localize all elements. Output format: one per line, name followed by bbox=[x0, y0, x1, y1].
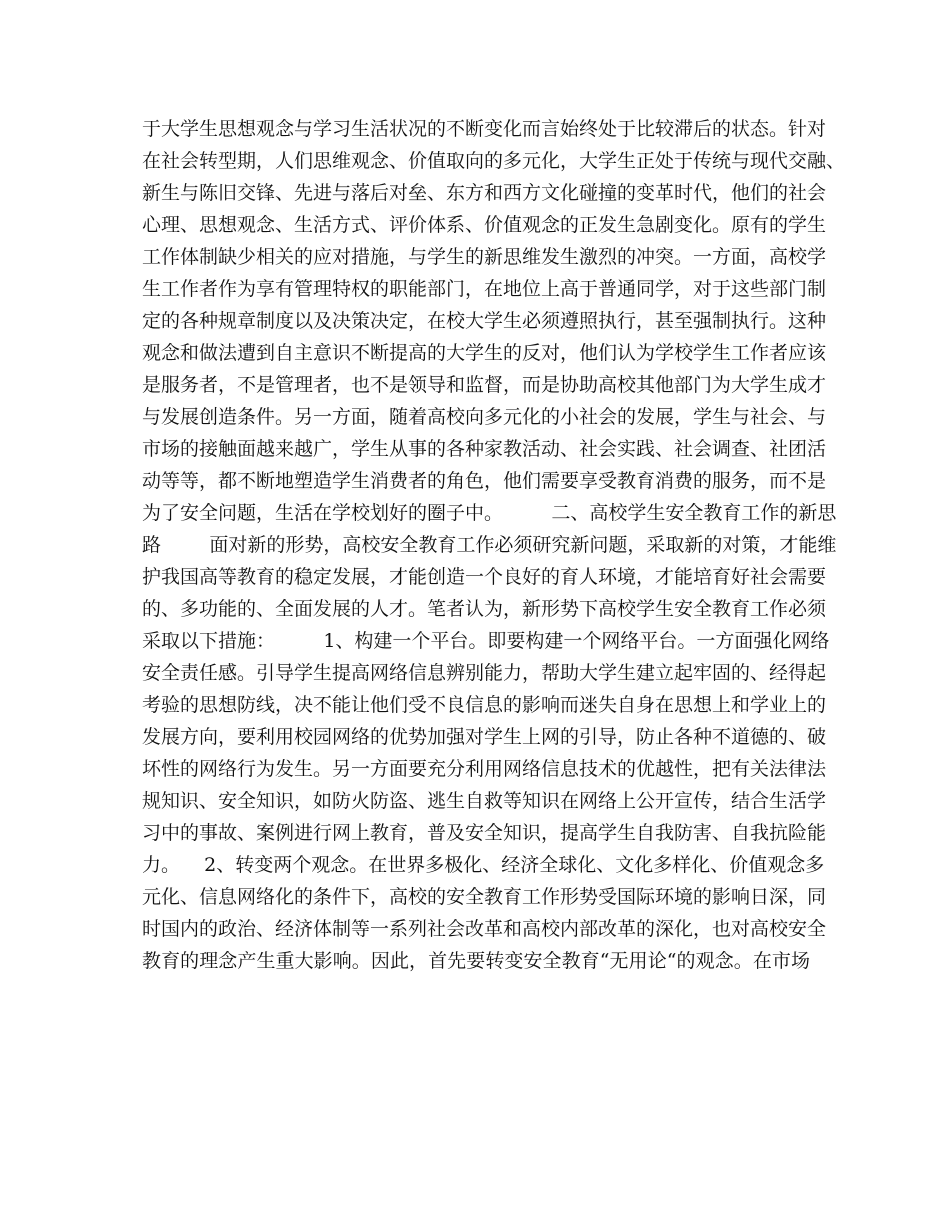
text-line: 坏性的网络行为发生。另一方面要充分利用网络信息技术的优越性，把有关法律法 bbox=[142, 758, 827, 780]
text-line: 的、多功能的、全面发展的人才。笔者认为，新形势下高校学生安全教育工作必须 bbox=[142, 598, 827, 620]
text-line: 生工作者作为享有管理特权的职能部门，在地位上高于普通同学，对于这些部门制 bbox=[142, 278, 827, 300]
text-line: 与发展创造条件。另一方面，随着高校向多元化的小社会的发展，学生与社会、与 bbox=[142, 406, 827, 428]
text-line: 路 面对新的形势，高校安全教育工作必须研究新问题，采取新的对策，才能维 bbox=[142, 534, 837, 556]
text-line: 在社会转型期，人们思维观念、价值取向的多元化，大学生正处于传统与现代交融、 bbox=[142, 150, 846, 172]
text-line: 习中的事故、案例进行网上教育，普及安全知识，提高学生自我防害、自我抗险能 bbox=[142, 822, 827, 844]
text-line: 采取以下措施： 1、构建一个平台。即要构建一个网络平台。一方面强化网络 bbox=[142, 630, 830, 652]
text-line: 动等等，都不断地塑造学生消费者的角色，他们需要享受教育消费的服务，而不是 bbox=[142, 470, 827, 492]
text-line: 安全责任感。引导学生提高网络信息辨别能力，帮助大学生建立起牢固的、经得起 bbox=[142, 662, 827, 684]
text-line: 元化、信息网络化的条件下，高校的安全教育工作形势受国际环境的影响日深，同 bbox=[142, 886, 827, 908]
text-line: 于大学生思想观念与学习生活状况的不断变化而言始终处于比较滞后的状态。针对 bbox=[142, 118, 827, 140]
text-line: 时国内的政治、经济体制等一系列社会改革和高校内部改革的深化，也对高校安全 bbox=[142, 918, 827, 940]
text-line: 心理、思想观念、生活方式、评价体系、价值观念的正发生急剧变化。原有的学生 bbox=[142, 214, 827, 236]
text-line: 定的各种规章制度以及决策决定，在校大学生必须遵照执行，甚至强制执行。这种 bbox=[142, 310, 827, 332]
text-line: 教育的理念产生重大影响。因此，首先要转变安全教育“无用论“的观念。在市场 bbox=[142, 950, 810, 972]
body-text bbox=[142, 113, 846, 977]
text-line: 考验的思想防线，决不能让他们受不良信息的影响而迷失自身在思想上和学业上的 bbox=[142, 694, 827, 716]
text-line: 观念和做法遭到自主意识不断提高的大学生的反对，他们认为学校学生工作者应该 bbox=[142, 342, 827, 364]
text-line: 发展方向，要利用校园网络的优势加强对学生上网的引导，防止各种不道德的、破 bbox=[142, 726, 827, 748]
text-line: 工作体制缺少相关的应对措施，与学生的新思维发生激烈的冲突。一方面，高校学 bbox=[142, 246, 827, 268]
text-line: 护我国高等教育的稳定发展，才能创造一个良好的育人环境，才能培育好社会需要 bbox=[142, 566, 827, 588]
text-line: 规知识、安全知识，如防火防盗、逃生自救等知识在网络上公开宣传，结合生活学 bbox=[142, 790, 827, 812]
text-line: 新生与陈旧交锋、先进与落后对垒、东方和西方文化碰撞的变革时代，他们的社会 bbox=[142, 182, 827, 204]
text-line: 为了安全问题，生活在学校划好的圈子中。 二、高校学生安全教育工作的新思 bbox=[142, 502, 837, 524]
text-line: 力。 2、转变两个观念。在世界多极化、经济全球化、文化多样化、价值观念多 bbox=[142, 854, 825, 876]
text-line: 市场的接触面越来越广，学生从事的各种家教活动、社会实践、社会调查、社团活 bbox=[142, 438, 827, 460]
text-line: 是服务者，不是管理者，也不是领导和监督，而是协助高校其他部门为大学生成才 bbox=[142, 374, 827, 396]
